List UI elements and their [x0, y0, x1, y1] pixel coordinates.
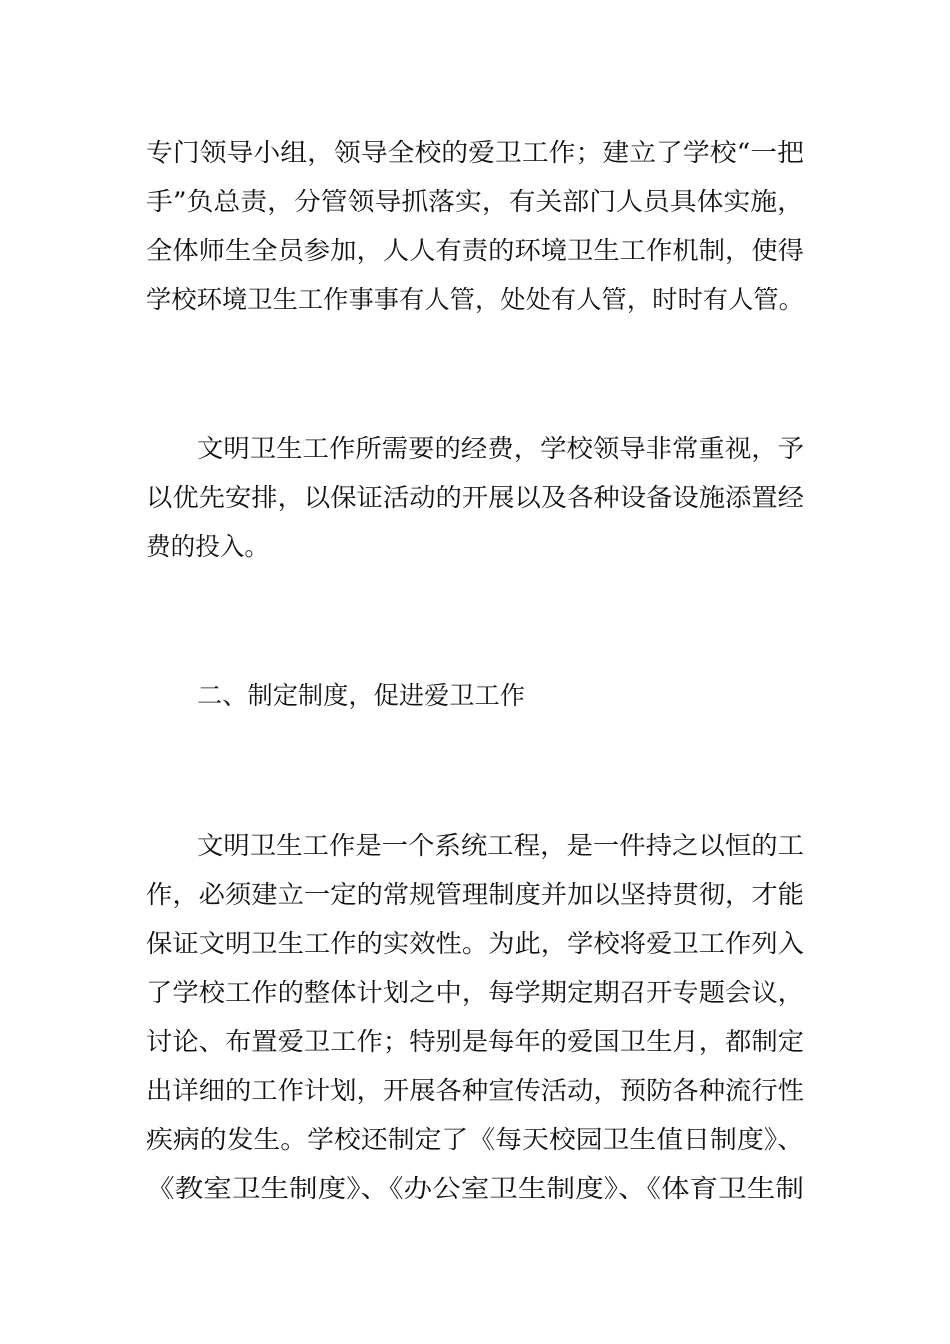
- paragraph-1-line-4-text: 学校环境卫生工作事事有人管，处处有人管，时时有人管。: [146, 285, 804, 314]
- paragraph-4-line-2: [0, 870, 950, 920]
- paragraph-1-line-1-text: 专门领导小组，领导全校的爱卫工作；建立了学校“一把: [146, 138, 804, 167]
- paragraph-2-line-2-text: 以优先安排，以保证活动的开展以及各种设备设施添置经: [146, 483, 804, 512]
- paragraph-1-line-2: [0, 177, 950, 227]
- paragraph-1-line-1: [0, 128, 950, 178]
- paragraph-4-line-7-text: 疾病的发生。学校还制定了《每天校园卫生值日制度》、: [146, 1125, 804, 1154]
- paragraph-1-line-2-text: 手”负总责，分管领导抓落实，有关部门人员具体实施，: [146, 187, 804, 216]
- paragraph-2-line-2: [0, 473, 950, 523]
- paragraph-4-line-8-text: 《教室卫生制度》、《办公室卫生制度》、《体育卫生制: [146, 1174, 804, 1203]
- paragraph-4-line-4-text: 了学校工作的整体计划之中，每学期定期召开专题会议，: [146, 978, 804, 1007]
- section-heading-text: 二、制定制度，促进爱卫工作: [197, 681, 525, 710]
- paragraph-4-line-1-text: 文明卫生工作是一个系统工程，是一件持之以恒的工: [197, 831, 804, 860]
- paragraph-2-line-1: [0, 424, 950, 474]
- paragraph-4-line-6-text: 出详细的工作计划，开展各种宣传活动，预防各种流行性: [146, 1076, 804, 1105]
- section-heading: [0, 671, 950, 721]
- paragraph-4-line-2-text: 作，必须建立一定的常规管理制度并加以坚持贯彻，才能: [146, 880, 804, 909]
- paragraph-2-line-3: [0, 522, 950, 572]
- paragraph-4-line-5-text: 讨论、布置爱卫工作；特别是每年的爱国卫生月，都制定: [146, 1027, 804, 1056]
- paragraph-4-line-7: [0, 1115, 950, 1165]
- paragraph-1-line-3-text: 全体师生全员参加，人人有责的环境卫生工作机制，使得: [146, 236, 804, 265]
- paragraph-4-line-6: [0, 1066, 950, 1116]
- paragraph-4-line-3-text: 保证文明卫生工作的实效性。为此，学校将爱卫工作列入: [146, 929, 804, 958]
- paragraph-1-line-4: [0, 275, 950, 325]
- paragraph-4-line-8: [0, 1164, 950, 1214]
- paragraph-2-line-3-text: 费的投入。: [146, 532, 269, 561]
- paragraph-2-line-1-text: 文明卫生工作所需要的经费，学校领导非常重视，予: [197, 434, 804, 463]
- paragraph-4-line-5: [0, 1017, 950, 1067]
- paragraph-4-line-4: [0, 968, 950, 1018]
- paragraph-4-line-1: [0, 821, 950, 871]
- paragraph-1-line-3: [0, 226, 950, 276]
- paragraph-4-line-3: [0, 919, 950, 969]
